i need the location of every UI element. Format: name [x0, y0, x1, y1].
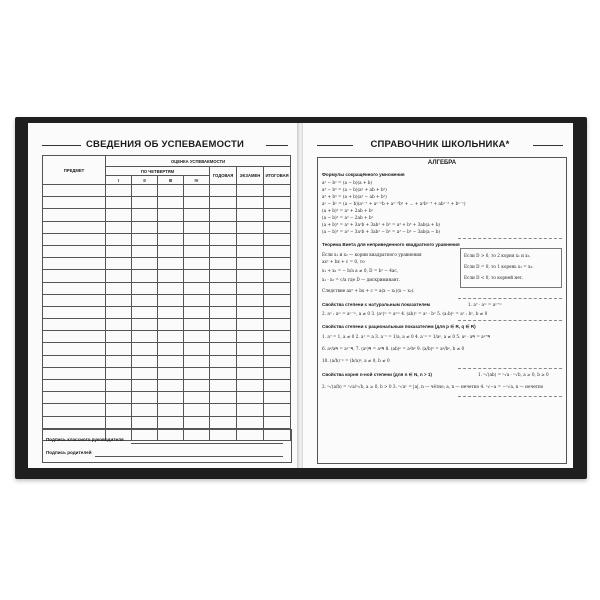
grade-cell[interactable] [210, 233, 237, 245]
grade-row [43, 197, 291, 209]
s4-line: 10. (a/b)⁻ᵖ = (b/a)ᵖ, a ≠ 0, b ≠ 0 [322, 358, 390, 363]
section-algebra: АЛГЕБРА [427, 160, 457, 166]
grade-cell[interactable] [158, 343, 184, 355]
grade-row [43, 282, 291, 294]
grade-cell[interactable] [210, 343, 237, 355]
grade-cell[interactable] [132, 404, 158, 416]
grade-cell[interactable] [264, 380, 291, 392]
grades-title: СВЕДЕНИЯ ОБ УСПЕВАЕМОСТИ [81, 139, 249, 150]
grade-row [43, 221, 291, 233]
grade-cell[interactable] [264, 416, 291, 428]
grade-cell[interactable] [158, 331, 184, 343]
grade-cell[interactable] [106, 319, 132, 331]
grade-cell[interactable] [237, 343, 264, 355]
grade-cell[interactable] [264, 367, 291, 379]
subject-cell[interactable] [43, 294, 106, 306]
grade-cell[interactable] [210, 306, 237, 318]
s1-line: aⁿ − bⁿ = (a − b)(aⁿ⁻¹ + aⁿ⁻²b + aⁿ⁻³b² + ... + a²bⁿ⁻³ + abⁿ⁻² + bⁿ⁻¹) [322, 201, 466, 206]
s4-line: 6. aᵖ/aᑫ = aᵖ⁻ᑫ, 7. (aᵖ)ᑫ = aᵖᑫ 8. (ab)ᵖ = aᵖbᵖ 9. (a/b)ᵖ = aᵖ/bᵖ, b ≠ 0 [322, 346, 465, 351]
grade-cell[interactable] [237, 233, 264, 245]
grade-cell[interactable] [184, 245, 210, 257]
grade-row [43, 331, 291, 343]
subject-cell[interactable] [43, 258, 106, 270]
s2-right-line: Если D > 0, то 2 корня x₁ и x₂. [464, 253, 531, 258]
grade-cell[interactable] [184, 233, 210, 245]
grade-cell[interactable] [184, 197, 210, 209]
grade-cell[interactable] [264, 319, 291, 331]
grade-cell[interactable] [184, 319, 210, 331]
grade-cell[interactable] [237, 245, 264, 257]
grade-cell[interactable] [106, 355, 132, 367]
grade-cell[interactable] [158, 392, 184, 404]
s1-line: (a + b)² = a² + 2ab + b² [322, 208, 374, 213]
divider [458, 298, 562, 299]
grade-cell[interactable] [132, 367, 158, 379]
grade-cell[interactable] [106, 294, 132, 306]
grade-row [43, 294, 291, 306]
sig-teacher-label: Подпись классного руководителя [46, 437, 124, 442]
grade-cell[interactable] [132, 343, 158, 355]
grade-cell[interactable] [132, 319, 158, 331]
grade-cell[interactable] [132, 258, 158, 270]
grade-cell[interactable] [210, 258, 237, 270]
subject-cell[interactable] [43, 367, 106, 379]
grade-cell[interactable] [237, 282, 264, 294]
grade-row [43, 355, 291, 367]
grade-cell[interactable] [106, 258, 132, 270]
divider [458, 320, 562, 321]
s2-right-line: Если D = 0, то 1 корень x₁ = x₂. [464, 264, 534, 269]
col-quarters: ПО ЧЕТВЕРТЯМ [106, 167, 210, 176]
s4-title: Свойства степени с рациональным показателем (для p ∈ R, q ∈ R) [322, 324, 476, 329]
grade-cell[interactable] [184, 221, 210, 233]
s2-line: x₁ · x₂ = c/a где D — дискриминант. [322, 277, 401, 282]
divider [458, 368, 562, 369]
s2-line: x₁ + x₂ = − b/a a ≠ 0, D = b² − 4ac, [322, 268, 399, 273]
reference-title: СПРАВОЧНИК ШКОЛЬНИКА* [365, 139, 514, 150]
grade-cell[interactable] [184, 306, 210, 318]
s1-line: (a − b)³ = a³ − 3a²b + 3ab² − b³ = a³ − b³ − 3ab(a − b) [322, 229, 441, 234]
grade-cell[interactable] [132, 392, 158, 404]
subject-cell[interactable] [43, 343, 106, 355]
grade-cell[interactable] [158, 306, 184, 318]
s1-line: a³ − b³ = (a − b)(a² + ab + b²) [322, 187, 387, 192]
grade-row [43, 233, 291, 245]
grade-cell[interactable] [106, 392, 132, 404]
subject-cell[interactable] [43, 380, 106, 392]
grade-cell[interactable] [237, 294, 264, 306]
grade-cell[interactable] [264, 233, 291, 245]
grades-header [42, 137, 288, 155]
s1-line: (a − b)² = a² − 2ab + b² [322, 215, 374, 220]
grade-cell[interactable] [158, 270, 184, 282]
s1-line: a² − b² = (a − b)(a + b) [322, 180, 373, 185]
grade-cell[interactable] [106, 416, 132, 428]
grade-cell[interactable] [132, 416, 158, 428]
grade-cell[interactable] [210, 245, 237, 257]
grade-cell[interactable] [210, 294, 237, 306]
grade-row [43, 270, 291, 282]
grade-cell[interactable] [264, 185, 291, 197]
quarter-4: IV [184, 176, 210, 185]
grade-cell[interactable] [106, 233, 132, 245]
s2-line: ax² + bx + c = 0, то [322, 259, 365, 264]
subject-cell[interactable] [43, 270, 106, 282]
subject-cell[interactable] [43, 319, 106, 331]
grade-row [43, 343, 291, 355]
sig-parents-line[interactable] [95, 456, 283, 457]
quarter-1: I [106, 176, 132, 185]
grade-cell[interactable] [210, 197, 237, 209]
grade-cell[interactable] [158, 233, 184, 245]
grade-cell[interactable] [132, 294, 158, 306]
s5-first: 1. ⁿ√(ab) = ⁿ√a · ⁿ√b, a ≥ 0, b ≥ 0 [478, 372, 549, 377]
grade-cell[interactable] [132, 355, 158, 367]
grade-cell[interactable] [184, 343, 210, 355]
s2-corollary: Следствие ax² + bx + c = a(x − x₁)(x − x₂). [322, 288, 415, 293]
grade-cell[interactable] [106, 306, 132, 318]
grade-cell[interactable] [237, 306, 264, 318]
quarter-2: II [132, 176, 158, 185]
grade-cell[interactable] [237, 197, 264, 209]
subject-cell[interactable] [43, 404, 106, 416]
grade-cell[interactable] [210, 319, 237, 331]
grade-cell[interactable] [158, 319, 184, 331]
subject-cell[interactable] [43, 355, 106, 367]
s2-title: Теорема Виета для неприведенного квадратного уравнения [322, 242, 460, 247]
grade-cell[interactable] [184, 392, 210, 404]
s1-title: Формулы сокращённого умножения [322, 172, 405, 177]
subject-cell[interactable] [43, 282, 106, 294]
grade-cell[interactable] [184, 367, 210, 379]
sig-parents-label: Подпись родителей [46, 450, 92, 455]
grade-cell[interactable] [237, 367, 264, 379]
col-subject: ПРЕДМЕТ [43, 156, 106, 185]
s2-line: Если x₁ и x₂ — корни квадратного уравнения [322, 252, 422, 257]
grade-cell[interactable] [210, 416, 237, 428]
subject-cell[interactable] [43, 221, 106, 233]
subject-cell[interactable] [43, 209, 106, 221]
grade-cell[interactable] [158, 380, 184, 392]
grade-cell[interactable] [184, 294, 210, 306]
s3-line: 2. aⁿ : aᵐ = aⁿ⁻ᵐ, a ≠ 0 3. (aⁿ)ᵐ = aⁿᵐ 4. (ab)ⁿ = aⁿ · bⁿ 5. (a:b)ⁿ = aⁿ : bⁿ, b ≠ 0 [322, 311, 488, 316]
grade-cell[interactable] [264, 404, 291, 416]
grade-cell[interactable] [184, 416, 210, 428]
grade-cell[interactable] [210, 282, 237, 294]
s2-right-line: Если D < 0, то корней нет. [464, 275, 524, 280]
grade-row [43, 319, 291, 331]
grade-cell[interactable] [210, 270, 237, 282]
grade-cell[interactable] [106, 185, 132, 197]
grade-cell[interactable] [264, 258, 291, 270]
grade-cell[interactable] [158, 404, 184, 416]
grade-cell[interactable] [106, 245, 132, 257]
grade-row [43, 404, 291, 416]
grade-cell[interactable] [237, 319, 264, 331]
col-grades: ОЦЕНКА УСПЕВАЕМОСТИ [106, 156, 291, 167]
s4-line: 1. a⁰ = 1, a ≠ 0 2. a¹ = a 3. a⁻¹ = 1/a, a ≠ 0 4. a⁻ᵖ = 1/aᵖ, a ≠ 0 5. aᵖ · aᑫ = aᵖ⁺ᑫ [322, 334, 491, 339]
grade-cell[interactable] [132, 282, 158, 294]
grade-row [43, 380, 291, 392]
grade-cell[interactable] [158, 294, 184, 306]
s1-line: a³ + b³ = (a + b)(a² − ab + b²) [322, 194, 387, 199]
grade-cell[interactable] [106, 343, 132, 355]
grade-cell[interactable] [158, 282, 184, 294]
grade-cell[interactable] [264, 306, 291, 318]
grade-cell[interactable] [210, 221, 237, 233]
grade-cell[interactable] [132, 221, 158, 233]
subject-cell[interactable] [43, 306, 106, 318]
grade-cell[interactable] [237, 258, 264, 270]
grade-cell[interactable] [264, 343, 291, 355]
grade-row [43, 306, 291, 318]
subject-cell[interactable] [43, 233, 106, 245]
grade-row [43, 245, 291, 257]
grade-cell[interactable] [264, 331, 291, 343]
grade-cell[interactable] [264, 209, 291, 221]
grade-cell[interactable] [106, 209, 132, 221]
grade-cell[interactable] [237, 270, 264, 282]
grade-cell[interactable] [210, 380, 237, 392]
grade-row [43, 258, 291, 270]
subject-cell[interactable] [43, 197, 106, 209]
grade-cell[interactable] [237, 221, 264, 233]
grade-cell[interactable] [264, 221, 291, 233]
grade-cell[interactable] [132, 380, 158, 392]
grades-table [42, 155, 291, 441]
grade-cell[interactable] [132, 331, 158, 343]
grade-cell[interactable] [264, 392, 291, 404]
s3-title: Свойства степени с натуральным показателем [322, 302, 430, 307]
grade-cell[interactable] [158, 209, 184, 221]
grade-cell[interactable] [132, 233, 158, 245]
grade-cell[interactable] [184, 404, 210, 416]
grade-cell[interactable] [158, 367, 184, 379]
grade-row [43, 416, 291, 428]
grade-cell[interactable] [132, 270, 158, 282]
grade-cell[interactable] [106, 331, 132, 343]
grade-cell[interactable] [132, 306, 158, 318]
grade-cell[interactable] [184, 209, 210, 221]
grade-cell[interactable] [132, 197, 158, 209]
grade-cell[interactable] [158, 355, 184, 367]
s5-title: Свойства корня n-ной степени (для n ∈ N, n > 1) [322, 372, 432, 377]
grade-cell[interactable] [106, 282, 132, 294]
grade-cell[interactable] [210, 404, 237, 416]
grades-page [28, 123, 298, 468]
grade-cell[interactable] [237, 416, 264, 428]
subject-cell[interactable] [43, 245, 106, 257]
grade-cell[interactable] [132, 185, 158, 197]
grade-cell[interactable] [106, 221, 132, 233]
reference-header [317, 137, 563, 155]
grade-cell[interactable] [184, 270, 210, 282]
col-year: ГОДОВАЯ [210, 167, 237, 185]
grade-cell[interactable] [237, 355, 264, 367]
grade-cell[interactable] [237, 392, 264, 404]
grade-cell[interactable] [184, 258, 210, 270]
grade-row [43, 185, 291, 197]
grade-cell[interactable] [237, 380, 264, 392]
grade-cell[interactable] [237, 331, 264, 343]
grade-cell[interactable] [210, 355, 237, 367]
grade-cell[interactable] [132, 209, 158, 221]
grade-cell[interactable] [106, 404, 132, 416]
subject-cell[interactable] [43, 185, 106, 197]
grade-row [43, 209, 291, 221]
sig-teacher-line[interactable] [131, 443, 283, 444]
reference-page [303, 123, 573, 468]
divider [458, 238, 562, 239]
col-exam: ЭКЗАМЕН [237, 167, 264, 185]
grade-cell[interactable] [264, 282, 291, 294]
grade-cell[interactable] [106, 270, 132, 282]
grade-cell[interactable] [106, 367, 132, 379]
grade-cell[interactable] [237, 185, 264, 197]
grade-cell[interactable] [210, 392, 237, 404]
grade-cell[interactable] [158, 258, 184, 270]
grade-cell[interactable] [158, 221, 184, 233]
signatures-box [42, 429, 292, 463]
s1-line: (a + b)³ = a³ + 3a²b + 3ab² + b³ = a³ + b³ + 3ab(a + b) [322, 222, 441, 227]
grade-cell[interactable] [264, 197, 291, 209]
reference-box [317, 157, 567, 464]
grade-cell[interactable] [210, 367, 237, 379]
grade-cell[interactable] [237, 209, 264, 221]
grade-cell[interactable] [210, 331, 237, 343]
grade-cell[interactable] [184, 355, 210, 367]
grade-cell[interactable] [106, 197, 132, 209]
grade-row [43, 392, 291, 404]
grade-cell[interactable] [264, 270, 291, 282]
grade-cell[interactable] [184, 331, 210, 343]
grade-cell[interactable] [158, 245, 184, 257]
grade-cell[interactable] [158, 185, 184, 197]
grade-cell[interactable] [210, 209, 237, 221]
grade-cell[interactable] [158, 197, 184, 209]
grade-row [43, 367, 291, 379]
grade-cell[interactable] [264, 245, 291, 257]
grade-cell[interactable] [158, 416, 184, 428]
s3-first: 1. a⁰ · aᵐ = aⁿ⁺ᵐ [468, 302, 502, 307]
divider [458, 396, 562, 397]
grade-cell[interactable] [184, 380, 210, 392]
grade-cell[interactable] [264, 355, 291, 367]
s5-line: 2. ⁿ√(a/b) = ⁿ√a/ⁿ√b, a ≥ 0, b > 0 3. ⁿ√aⁿ = |a|, n — чётно; a, n — нечетно 4. ⁿ√−a = −ⁿ√a, n — нечетно [322, 384, 544, 389]
col-final: ИТОГОВАЯ [264, 167, 291, 185]
grade-cell[interactable] [264, 294, 291, 306]
grade-cell[interactable] [210, 185, 237, 197]
grade-cell[interactable] [132, 245, 158, 257]
subject-cell[interactable] [43, 392, 106, 404]
grade-cell[interactable] [184, 185, 210, 197]
grade-cell[interactable] [106, 380, 132, 392]
subject-cell[interactable] [43, 331, 106, 343]
quarter-3: III [158, 176, 184, 185]
subject-cell[interactable] [43, 416, 106, 428]
grade-cell[interactable] [184, 282, 210, 294]
grade-cell[interactable] [237, 404, 264, 416]
